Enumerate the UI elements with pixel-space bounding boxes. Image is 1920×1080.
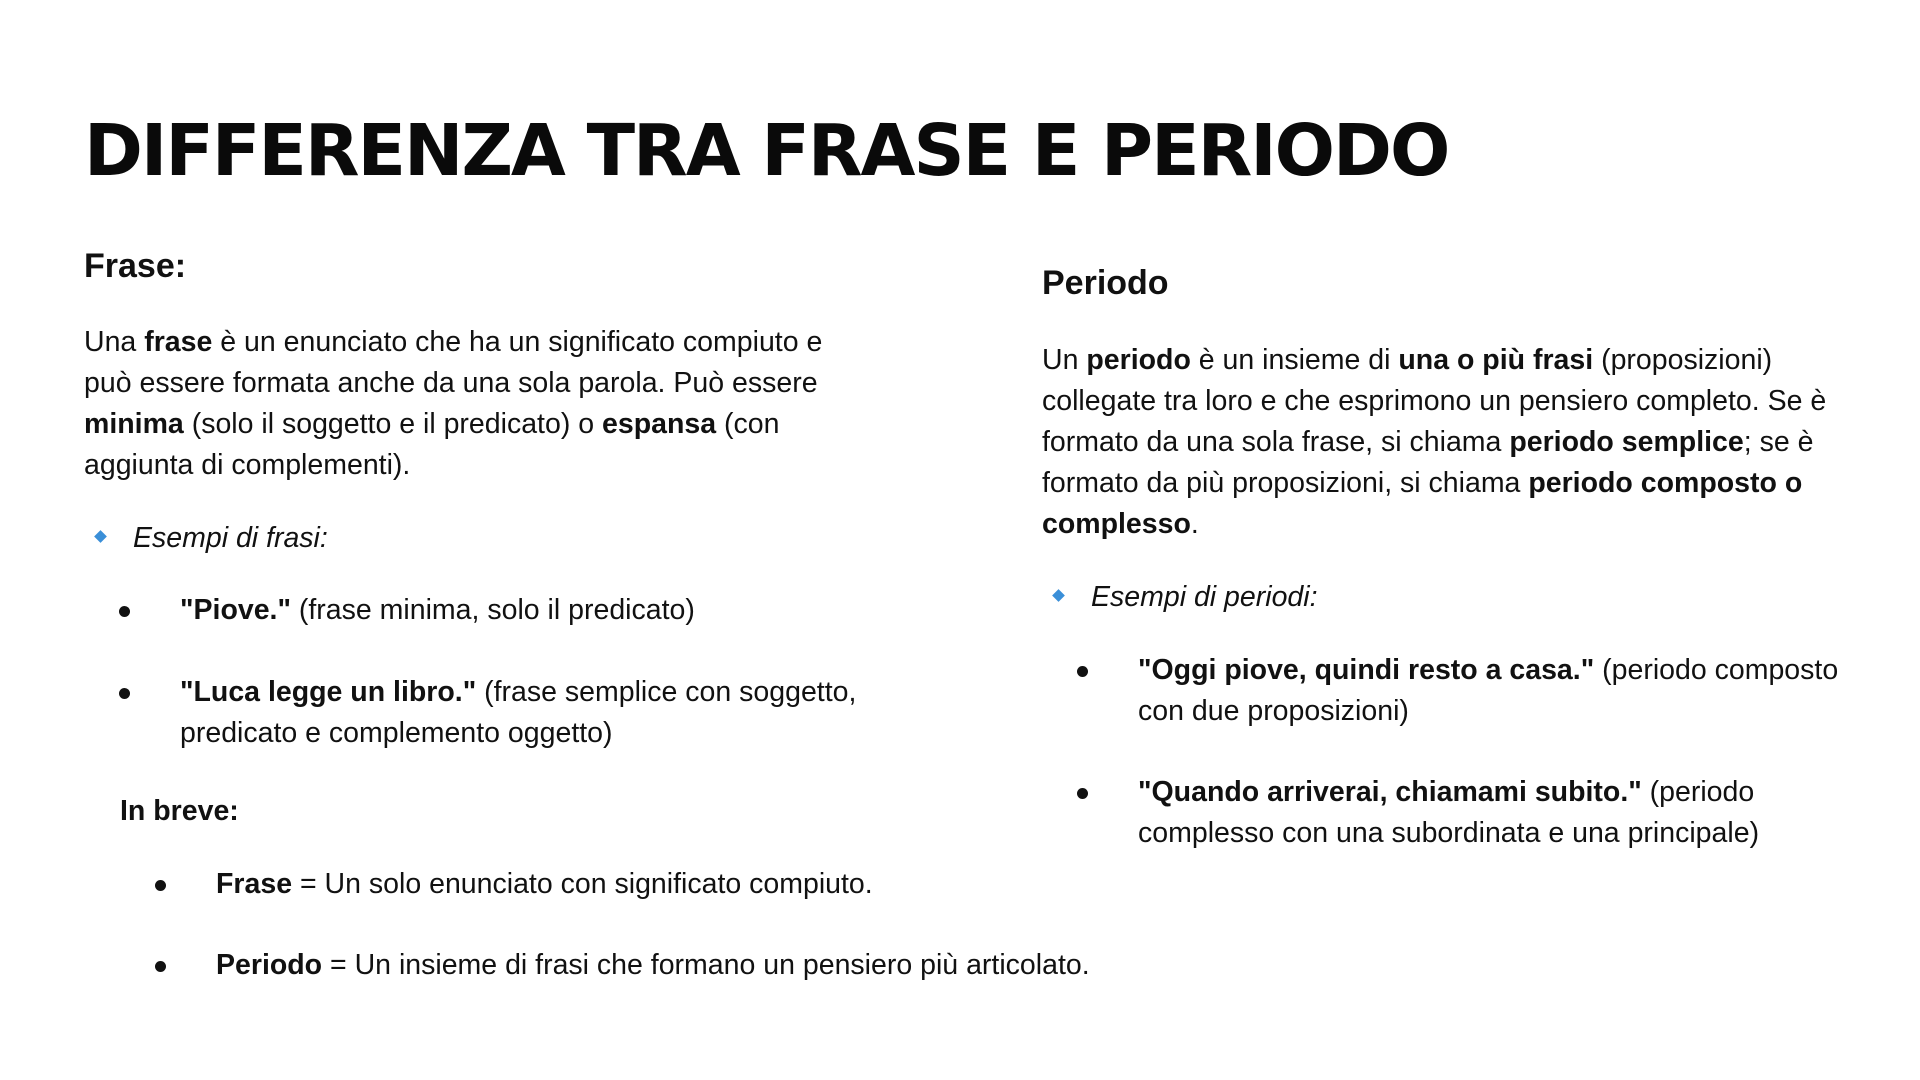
periodo-examples-label: Esempi di periodi: (1044, 577, 1318, 618)
frase-example-2: "Luca legge un libro." (frase semplice con soggetto, predicato e complemento oggetto) (180, 672, 900, 754)
periodo-heading: Periodo (1042, 264, 1169, 302)
frase-example-1: "Piove." (frase minima, solo il predicato) (180, 590, 900, 631)
summary-item-frase: Frase = Un solo enunciato con significato compiuto. (216, 864, 873, 905)
periodo-example-1: "Oggi piove, quindi resto a casa." (periodo composto con due proposizioni) (1138, 650, 1858, 732)
periodo-definition: Un periodo è un insieme di una o più frasi (proposizioni) collegate tra loro e che esprimono un pensiero completo. Se è formato da una sola frase, si chiama periodo semplice; se è formato da più proposizioni, si chiama periodo composto o complesso. (1042, 344, 1827, 540)
bullet-dot-icon (155, 880, 166, 891)
bullet-dot-icon (1077, 666, 1088, 677)
diamond-bullet-icon (94, 530, 107, 543)
page-title: DIFFERENZA TRA FRASE E PERIODO (84, 109, 1449, 192)
periodo-example-2: "Quando arriverai, chiamami subito." (periodo complesso con una subordinata e una principale) (1138, 772, 1858, 854)
bullet-dot-icon (1077, 788, 1088, 799)
bullet-dot-icon (119, 688, 130, 699)
frase-definition: Una frase è un enunciato che ha un significato compiuto e può essere formata anche da una sola parola. Può essere minima (solo il soggetto e il predicato) o espansa (con aggiunta di complementi). (84, 326, 823, 481)
frase-examples-label: Esempi di frasi: (86, 518, 328, 559)
frase-heading: Frase: (84, 247, 187, 285)
summary-heading: In breve: (120, 795, 239, 827)
diamond-bullet-icon (1052, 589, 1065, 602)
summary-item-periodo: Periodo = Un insieme di frasi che formano un pensiero più articolato. (216, 945, 1090, 986)
bullet-dot-icon (155, 961, 166, 972)
bullet-dot-icon (119, 606, 130, 617)
